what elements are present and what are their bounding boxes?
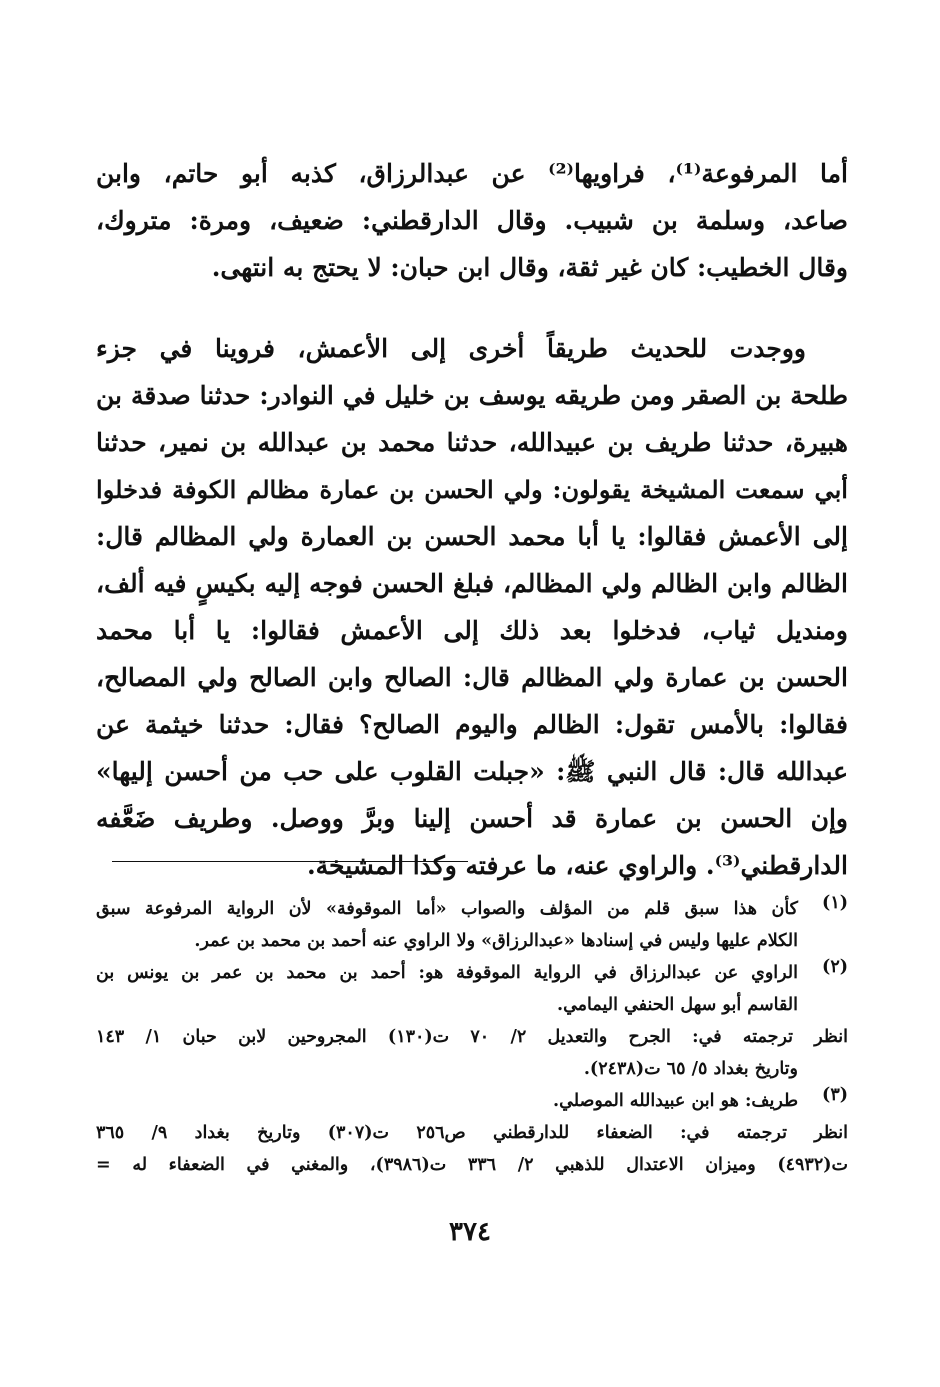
footnote-line: انظر ترجمته في: الجرح والتعديل ٢/ ٧٠ ت(١٣٠) المجروحين لابن حبان ١/ ١٤٣	[96, 1027, 848, 1047]
text-line: إلى الأعمش فقالوا: يا أبا محمد الحسن بن العمارة ولي المظالم قال:	[96, 522, 848, 551]
text-line: أما المرفوعة⁽¹⁾، فراويها⁽²⁾ عن عبدالرزاق، كذبه أبو حاتم، وابن	[96, 159, 849, 188]
text-line: ومنديل ثياب، فدخلوا بعد ذلك إلى الأعمش فقالوا: يا أبا محمد	[96, 616, 848, 645]
text-line: فقالوا: بالأمس تقول: الظالم واليوم الصالح؟ فقال: حدثنا خيثمة عن	[96, 710, 848, 739]
footnote-3	[96, 1085, 848, 1117]
footnote-separator	[112, 861, 468, 862]
footnote-number: (٢)	[822, 957, 848, 977]
text-line: أبي سمعت المشيخة يقولون: ولي الحسن بن عمارة مظالم الكوفة فدخلوا	[96, 475, 848, 504]
footnote-line: وتاريخ بغداد ٥/ ٦٥ ت(٢٤٣٨).	[583, 1059, 798, 1079]
footnote-line: الراوي عن عبدالرزاق في الرواية الموقوفة هو: أحمد بن محمد بن عمر بن يونس بن	[96, 963, 798, 983]
footnote-3-references	[96, 1117, 848, 1181]
text-line: الظالم وابن الظالم ولي المظالم، فبلغ الحسن فوجه إليه بكيسٍ فيه ألف،	[96, 569, 848, 598]
text-line: وقال الخطيب: كان غير ثقة، وقال ابن حبان: لا يحتج به انتهى.	[211, 253, 848, 282]
text-line: صاعد، وسلمة بن شبيب. وقال الدارقطني: ضعيف، ومرة: متروك،	[96, 206, 848, 235]
footnote-line: كأن هذا سبق قلم من المؤلف والصواب «أما الموقوفة» لأن الرواية المرفوعة سبق	[96, 899, 798, 919]
text-line: ووجدت للحديث طريقاً أخرى إلى الأعمش، فروينا في جزء	[96, 334, 806, 363]
footnote-line: القاسم أبو سهل الحنفي اليمامي.	[556, 995, 798, 1015]
text-line: الحسن بن عمارة ولي المظالم قال: الصالح وابن الصالح ولي المصالح،	[96, 663, 848, 692]
footnotes	[96, 893, 848, 1181]
footnote-line: الكلام عليها وليس في إسنادها «عبدالرزاق» ولا الراوي عنه أحمد بن محمد بن عمر.	[194, 931, 798, 951]
footnote-2	[96, 957, 848, 1021]
text-line: طلحة بن الصقر ومن طريقه يوسف بن خليل في النوادر: حدثنا صدقة بن	[96, 381, 848, 410]
footnote-1	[96, 893, 848, 957]
text-line: هبيرة، حدثنا طريف بن عبيدالله، حدثنا محمد بن عبدالله بن نمير، حدثنا	[96, 428, 848, 457]
text-line: الدارقطني⁽³⁾. والراوي عنه، ما عرفته وكذا المشيخة.	[306, 851, 848, 880]
footnote-line: ت(٤٩٣٢) وميزان الاعتدال للذهبي ٢/ ٣٣٦ ت(٣٩٨٦)، والمغني في الضعفاء له =	[96, 1155, 848, 1175]
footnote-line: انظر ترجمته في: الضعفاء للدارقطني ص٢٥٦ ت(٣٠٧) وتاريخ بغداد ٩/ ٣٦٥	[96, 1123, 849, 1143]
footnote-line: طريف: هو ابن عبيدالله الموصلي.	[553, 1091, 798, 1111]
page-number: ٣٧٤	[449, 1217, 491, 1247]
main-text	[96, 150, 848, 889]
paragraph-1	[96, 150, 848, 291]
footnote-2-references	[96, 1021, 848, 1085]
text-line: وإن الحسن بن عمارة قد أحسن إلينا وبرَّ ووصل. وطريف ضَعَّفه	[96, 804, 848, 833]
footnote-number: (١)	[822, 893, 848, 913]
text-line: عبدالله قال: قال النبي ﷺ: «جبلت القلوب على حب من أحسن إليها»	[96, 757, 848, 786]
paragraph-2	[96, 325, 848, 889]
footnote-number: (٣)	[822, 1085, 848, 1105]
